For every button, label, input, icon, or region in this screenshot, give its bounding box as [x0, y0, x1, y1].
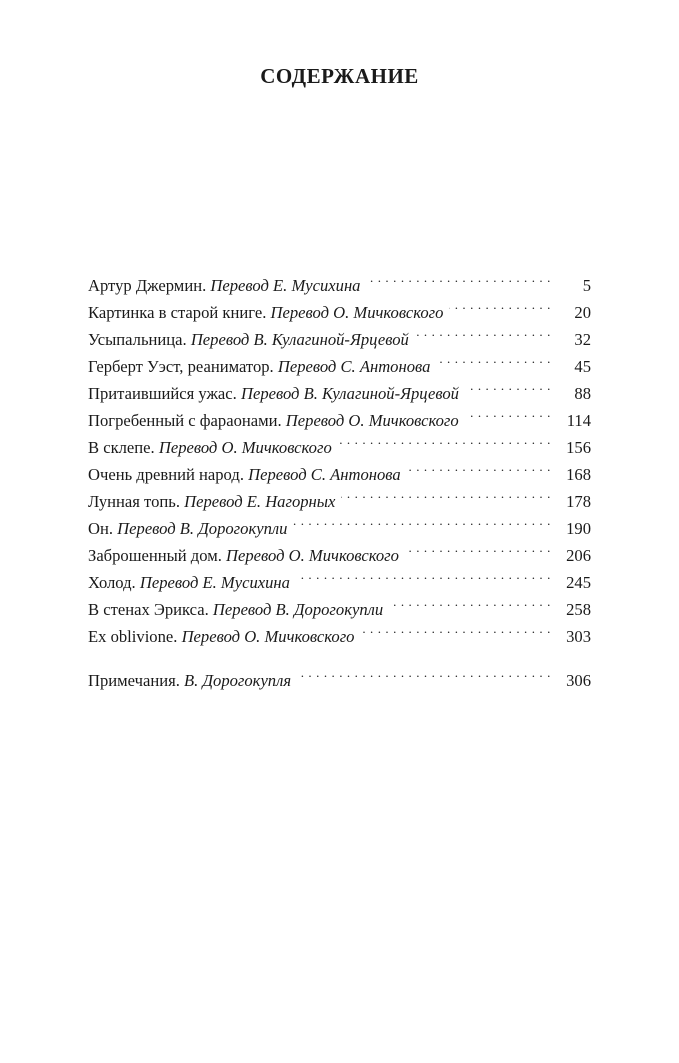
- dot-leader: [405, 534, 551, 561]
- toc-entry-title: Он.: [88, 519, 114, 538]
- toc-entry-page: 306: [566, 671, 591, 690]
- toc-entry-page: 20: [574, 303, 591, 322]
- toc-entry-title: Примечания.: [88, 671, 180, 690]
- toc-entry-translator: Перевод Е. Мусихина: [210, 276, 361, 295]
- dot-leader: [360, 615, 551, 642]
- toc-entry-text: [88, 596, 383, 623]
- toc-entry-translator: Перевод О. Мичковского: [226, 546, 399, 565]
- dot-leader: [415, 318, 551, 345]
- toc-entry-translator: Перевод В. Кулагиной-Ярцевой: [240, 384, 459, 403]
- toc-entry-translator: Перевод С. Антонова: [277, 357, 431, 376]
- dot-leader: [465, 372, 551, 399]
- toc-entry-text: [88, 272, 360, 299]
- dot-leader: [449, 291, 551, 318]
- dot-leader: [407, 453, 551, 480]
- toc-entry-page: 168: [566, 465, 591, 484]
- toc-entry-title: Усыпальница.: [88, 330, 187, 349]
- toc-entry-translator: Перевод О. Мичковского: [181, 627, 355, 646]
- toc-entry-title: Заброшенный дом.: [88, 546, 222, 565]
- toc-entry-text: [88, 299, 443, 326]
- toc-entry-translator: Перевод О. Мичковского: [270, 303, 444, 322]
- page-title: СОДЕРЖАНИЕ: [260, 64, 419, 88]
- toc-entry-page: 245: [566, 573, 591, 592]
- toc-entry-translator: Перевод В. Дорогокупли: [212, 600, 384, 619]
- table-of-contents: [88, 264, 591, 690]
- toc-entry-title: Лунная топь.: [88, 492, 180, 511]
- toc-entry-page: 45: [574, 357, 591, 376]
- toc-entry-page: 258: [566, 600, 591, 619]
- toc-entry-title: Очень древний народ.: [88, 465, 244, 484]
- toc-entry-translator: Перевод Е. Мусихина: [139, 573, 290, 592]
- toc-entry-page: 303: [566, 627, 591, 646]
- toc-entry-translator: Перевод В. Кулагиной-Ярцевой: [190, 330, 409, 349]
- dot-leader: [341, 480, 551, 507]
- toc-entry-page: 88: [574, 384, 591, 403]
- toc-entry-title: Артур Джермин.: [88, 276, 207, 295]
- toc-entry-title: Погребенный с фараонами.: [88, 411, 282, 430]
- toc-entry[interactable]: [88, 264, 591, 295]
- toc-entry-translator: Перевод О. Мичковского: [285, 411, 459, 430]
- dot-leader: [389, 588, 551, 615]
- toc-entry-translator: Перевод О. Мичковского: [158, 438, 332, 457]
- toc-entry-text: [88, 380, 459, 407]
- toc-entry-text: [88, 569, 290, 596]
- toc-entry-translator: Перевод С. Антонова: [248, 465, 401, 484]
- dot-leader: [297, 659, 551, 686]
- toc-entry-translator: В. Дорогокупля: [184, 671, 292, 690]
- dot-leader: [338, 426, 551, 453]
- toc-entry-page: 114: [566, 411, 591, 430]
- dot-leader: [465, 399, 551, 426]
- toc-entry-text: [88, 515, 287, 542]
- toc-entry-page: 156: [566, 438, 591, 457]
- toc-entry-title: В стенах Эрикса.: [88, 600, 209, 619]
- toc-entry-title: Картинка в старой книге.: [88, 303, 267, 322]
- toc-entry-title: Притаившийся ужас.: [88, 384, 237, 403]
- toc-entry-text: [88, 434, 332, 461]
- toc-entry-page: 206: [566, 546, 591, 565]
- toc-entry-text: [88, 326, 409, 353]
- toc-entry-page: 5: [582, 276, 591, 295]
- toc-entry-title: В склепе.: [88, 438, 155, 457]
- toc-entry-translator: Перевод В. Дорогокупли: [117, 519, 288, 538]
- toc-entry-title: Холод.: [88, 573, 136, 592]
- toc-entry-title: Герберт Уэст, реаниматор.: [88, 357, 274, 376]
- toc-entry-notes[interactable]: [88, 659, 591, 690]
- toc-entry-translator: Перевод Е. Нагорных: [184, 492, 336, 511]
- dot-leader: [296, 561, 551, 588]
- toc-entry-text: [88, 623, 354, 650]
- toc-entry-page: 190: [566, 519, 591, 538]
- toc-entry-text: [88, 353, 430, 380]
- toc-entry-title: Ex oblivione.: [88, 627, 178, 646]
- toc-entry-page: 32: [574, 330, 591, 349]
- toc-entry-page: 178: [566, 492, 591, 511]
- dot-leader: [366, 264, 551, 291]
- toc-entry-text: [88, 667, 291, 694]
- dot-leader: [436, 345, 551, 372]
- dot-leader: [293, 507, 551, 534]
